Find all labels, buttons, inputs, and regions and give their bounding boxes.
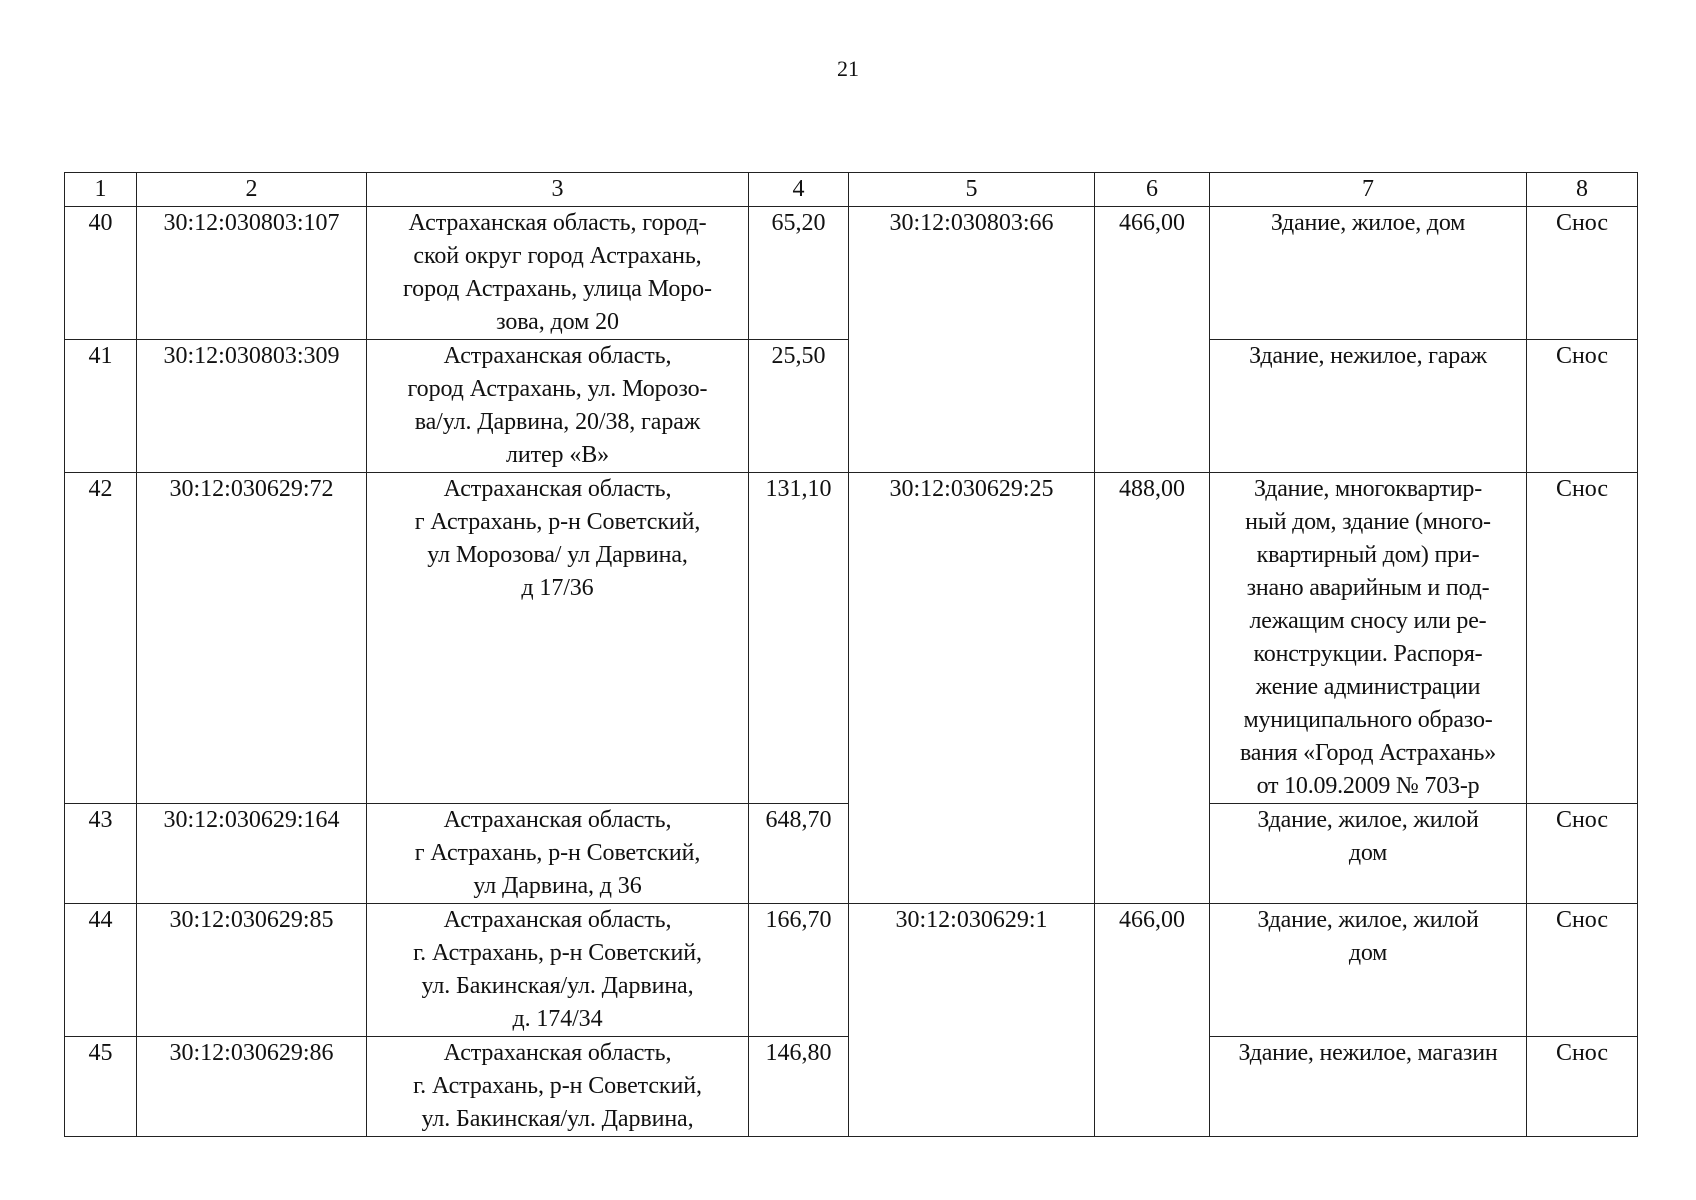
row-number-cell: 40 — [65, 207, 137, 340]
description-cell: Здание, жилое, дом — [1210, 207, 1527, 340]
column-header: 6 — [1095, 173, 1210, 207]
column-header: 7 — [1210, 173, 1527, 207]
table-header-row — [65, 173, 1638, 207]
row-number-cell: 45 — [65, 1037, 137, 1137]
area-cell: 166,70 — [749, 904, 849, 1037]
column-header: 1 — [65, 173, 137, 207]
address-cell: Астраханская область, г. Астрахань, р-н Советский, ул. Бакинская/ул. Дарвина, — [367, 1037, 749, 1137]
cadastral-number-cell: 30:12:030803:309 — [137, 340, 367, 473]
action-cell: Снос — [1527, 1037, 1638, 1137]
row-number-cell: 44 — [65, 904, 137, 1037]
description-cell: Здание, жилое, жилой дом — [1210, 904, 1527, 1037]
cadastral-number-cell: 30:12:030629:85 — [137, 904, 367, 1037]
address-cell: Астраханская область, город Астрахань, ул. Морозо- ва/ул. Дарвина, 20/38, гараж литер «В» — [367, 340, 749, 473]
action-cell: Снос — [1527, 473, 1638, 804]
column-header: 5 — [849, 173, 1095, 207]
description-cell: Здание, жилое, жилой дом — [1210, 804, 1527, 904]
address-cell: Астраханская область, г. Астрахань, р-н Советский, ул. Бакинская/ул. Дарвина, д. 174/34 — [367, 904, 749, 1037]
land-area-cell: 466,00 — [1095, 904, 1210, 1137]
cadastral-number-cell: 30:12:030629:164 — [137, 804, 367, 904]
action-cell: Снос — [1527, 207, 1638, 340]
row-number-cell: 43 — [65, 804, 137, 904]
description-cell: Здание, многоквартир- ный дом, здание (много- квартирный дом) при- знано аварийным и под- лежащим сносу или ре- конструкции. Распоря- жение администрации муниципального образо- вания «Город Астрахань» от 10.09.2009 № 703-р — [1210, 473, 1527, 804]
area-cell: 25,50 — [749, 340, 849, 473]
objects-table — [64, 172, 1638, 1137]
column-header: 2 — [137, 173, 367, 207]
area-cell: 648,70 — [749, 804, 849, 904]
address-cell: Астраханская область, город- ской округ город Астрахань, город Астрахань, улица Моро- зова, дом 20 — [367, 207, 749, 340]
action-cell: Снос — [1527, 340, 1638, 473]
area-cell: 65,20 — [749, 207, 849, 340]
table-row — [65, 473, 1638, 804]
land-area-cell: 466,00 — [1095, 207, 1210, 473]
action-cell: Снос — [1527, 904, 1638, 1037]
cadastral-number-cell: 30:12:030803:107 — [137, 207, 367, 340]
cadastral-number-cell: 30:12:030629:72 — [137, 473, 367, 804]
area-cell: 146,80 — [749, 1037, 849, 1137]
objects-table-container — [64, 172, 1637, 1137]
description-cell: Здание, нежилое, гараж — [1210, 340, 1527, 473]
land-area-cell: 488,00 — [1095, 473, 1210, 904]
address-cell: Астраханская область, г Астрахань, р-н Советский, ул Морозова/ ул Дарвина, д 17/36 — [367, 473, 749, 804]
table-row — [65, 207, 1638, 340]
land-cadastral-number-cell: 30:12:030629:25 — [849, 473, 1095, 904]
row-number-cell: 42 — [65, 473, 137, 804]
address-cell: Астраханская область, г Астрахань, р-н Советский, ул Дарвина, д 36 — [367, 804, 749, 904]
area-cell: 131,10 — [749, 473, 849, 804]
land-cadastral-number-cell: 30:12:030803:66 — [849, 207, 1095, 473]
column-header: 3 — [367, 173, 749, 207]
land-cadastral-number-cell: 30:12:030629:1 — [849, 904, 1095, 1137]
action-cell: Снос — [1527, 804, 1638, 904]
column-header: 8 — [1527, 173, 1638, 207]
page-number: 21 — [837, 56, 859, 81]
table-row — [65, 904, 1638, 1037]
cadastral-number-cell: 30:12:030629:86 — [137, 1037, 367, 1137]
row-number-cell: 41 — [65, 340, 137, 473]
column-header: 4 — [749, 173, 849, 207]
description-cell: Здание, нежилое, магазин — [1210, 1037, 1527, 1137]
